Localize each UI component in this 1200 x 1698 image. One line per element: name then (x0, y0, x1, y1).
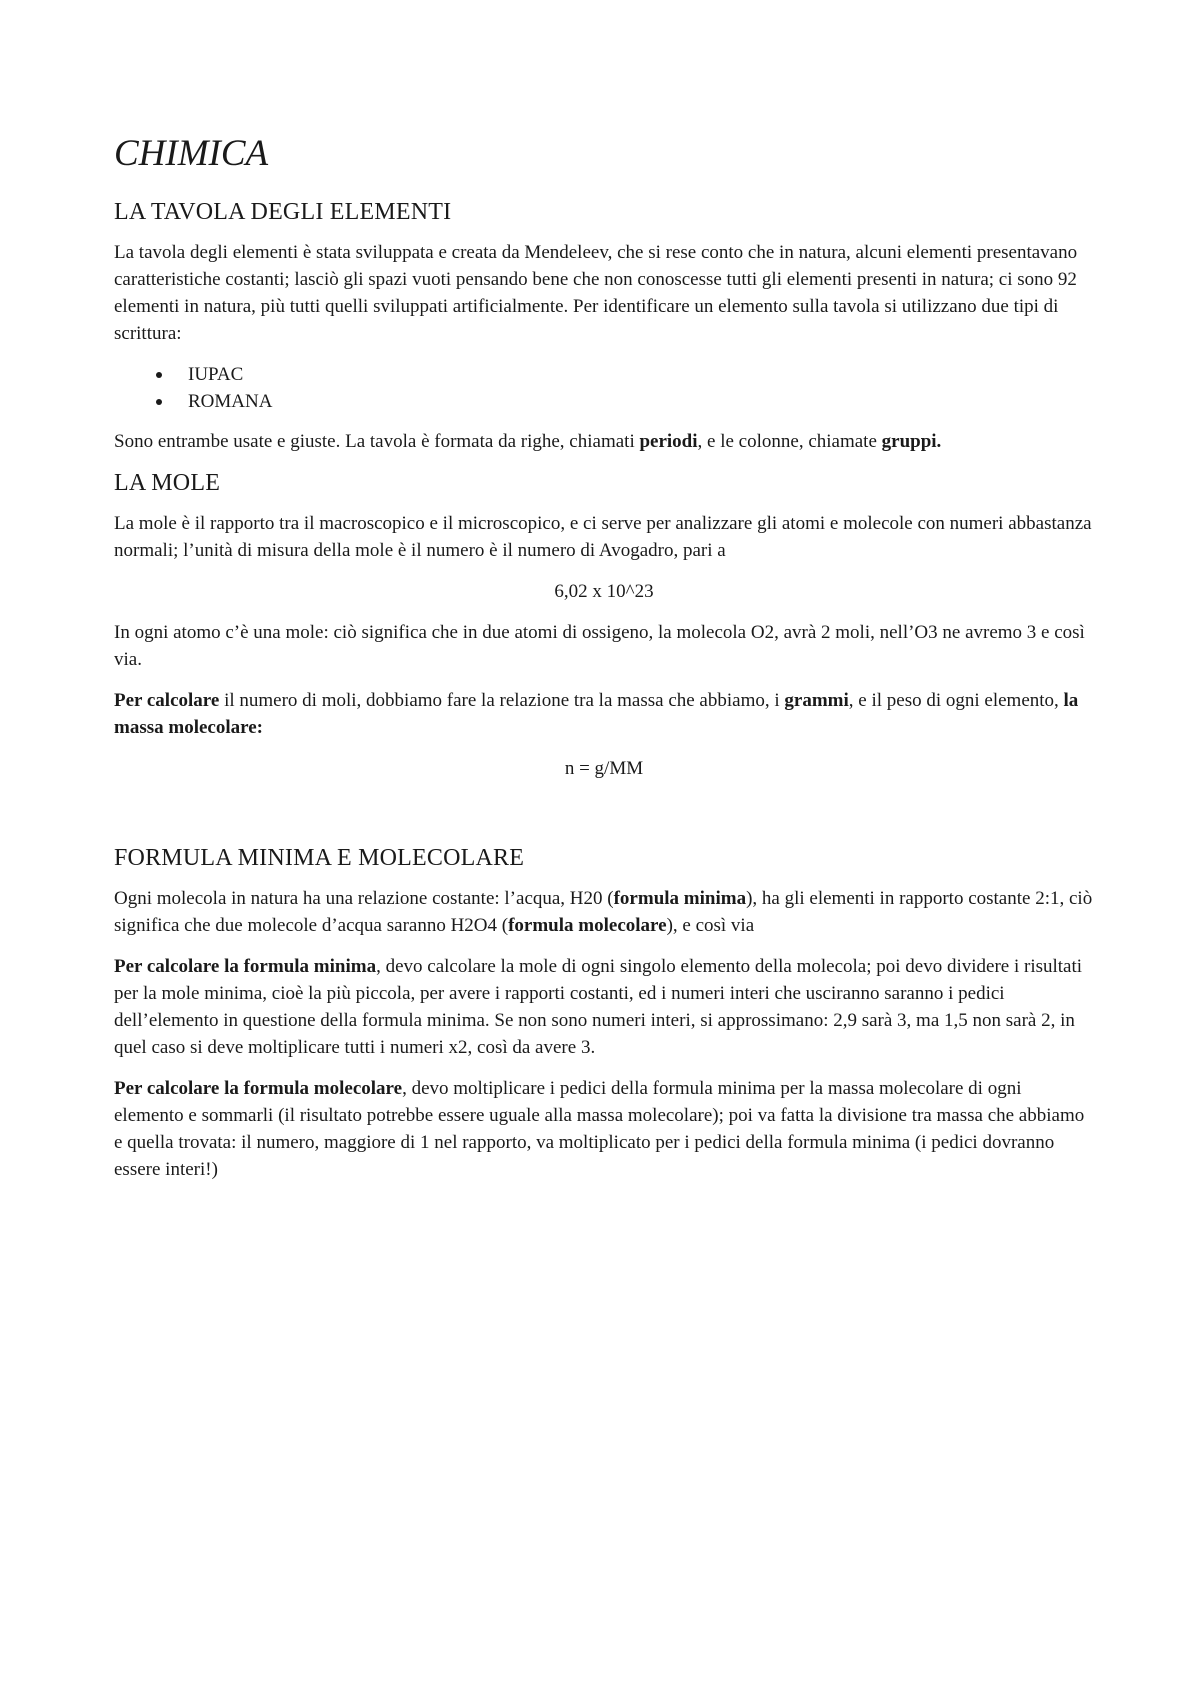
bold-term-calcolare-formula-minima: Per calcolare la formula minima (114, 955, 377, 977)
bold-term-periodi: periodi (639, 431, 698, 453)
text-run: , e il peso di ogni elemento, (848, 689, 1064, 711)
vertical-spacer (114, 796, 1094, 844)
formula-avogadro: 6,02 x 10^23 (554, 580, 654, 602)
paragraph-tavola-intro: La tavola degli elementi è stata sviluppata e creata da Mendeleev, che si rese conto che in natura, alcuni elementi presentavano caratteristiche costanti; lasciò gli spazi vuoti pensando bene che non conoscesse tutti gli elementi presenti in natura; ci sono 92 elementi in natura, più tutti quelli sviluppati artificialmente. Per identificare un elemento sulla tavola si utilizzano due tipi di scrittura: (114, 242, 1078, 345)
paragraph-periodi-gruppi (114, 428, 1094, 455)
list-item-label: IUPAC (188, 364, 244, 386)
document-page (114, 132, 1094, 1197)
paragraph-calcolo-formula-minima (114, 953, 1094, 1061)
heading-tavola-elementi: LA TAVOLA DEGLI ELEMENTI (114, 199, 452, 226)
heading-la-mole: LA MOLE (114, 470, 221, 497)
text-run: ), e così via (666, 914, 755, 936)
paragraph-calcolo-formula-molecolare (114, 1075, 1094, 1183)
formula-moli: n = g/MM (564, 757, 644, 779)
bullet-icon (156, 372, 162, 378)
text-run: , devo moltiplicare i pedici della formula minima per la massa molecolare di ogni elemento e sommarli (il risultato potrebbe essere uguale alla massa molecolare); poi va fatta la divisione tra massa che abbiamo e quella trovata: il numero, maggiore di 1 nel rapporto, va moltiplicato per i pedici della formula minima (i pedici dovranno essere interi!) (114, 1077, 1085, 1180)
heading-formula-minima-molecolare: FORMULA MINIMA E MOLECOLARE (114, 844, 525, 871)
bold-term-per-calcolare: Per calcolare (114, 689, 220, 711)
text-run: Ogni molecola in natura ha una relazione costante: l’acqua, H20 ( (114, 887, 614, 909)
bold-term-gruppi: gruppi. (881, 431, 942, 453)
bold-term-grammi: grammi (784, 689, 849, 711)
bold-term-formula-minima: formula minima (613, 887, 747, 909)
bold-term-calcolare-formula-molecolare: Per calcolare la formula molecolare (114, 1077, 403, 1099)
bold-term-formula-molecolare: formula molecolare (508, 914, 667, 936)
paragraph-mole-atomo: In ogni atomo c’è una mole: ciò significa che in due atomi di ossigeno, la molecola O2, avrà 2 moli, nell’O3 ne avremo 3 e così via. (114, 621, 1085, 670)
list-item (114, 388, 1094, 415)
bullet-list-scrittura (114, 361, 1094, 415)
bullet-icon (156, 399, 162, 405)
bold-term-massa-molecolare: la massa molecolare: (114, 689, 1079, 738)
text-run: ), ha gli elementi in rapporto costante 2:1, ciò significa che due molecole d’acqua saranno H2O4 ( (114, 887, 1093, 936)
text-run: , devo calcolare la mole di ogni singolo elemento della molecola; poi devo dividere i risultati per la mole minima, cioè la più piccola, per avere i rapporti costanti, ed i numeri interi che usciranno saranno i pedici dell’elemento in questione della formula minima. Se non sono numeri interi, si approssimano: 2,9 sarà 3, ma 1,5 non sarà 2, in quel caso si deve moltiplicare tutti i numeri x2, così da avere 3. (114, 955, 1083, 1058)
text-run: Sono entrambe usate e giuste. La tavola è formata da righe, chiamati (114, 431, 640, 453)
list-item (114, 361, 1094, 388)
paragraph-relazione-costante (114, 885, 1094, 939)
list-item-label: ROMANA (188, 391, 273, 413)
paragraph-calcolo-moli (114, 687, 1094, 741)
text-run: il numero di moli, dobbiamo fare la relazione tra la massa che abbiamo, i (219, 689, 785, 711)
text-run: , e le colonne, chiamate (697, 431, 882, 453)
document-title: CHIMICA (114, 133, 269, 174)
paragraph-mole-definizione: La mole è il rapporto tra il macroscopico e il microscopico, e ci serve per analizzare gli atomi e molecole con numeri abbastanza normali; l’unità di misura della mole è il numero è il numero di Avogadro, pari a (114, 512, 1092, 561)
